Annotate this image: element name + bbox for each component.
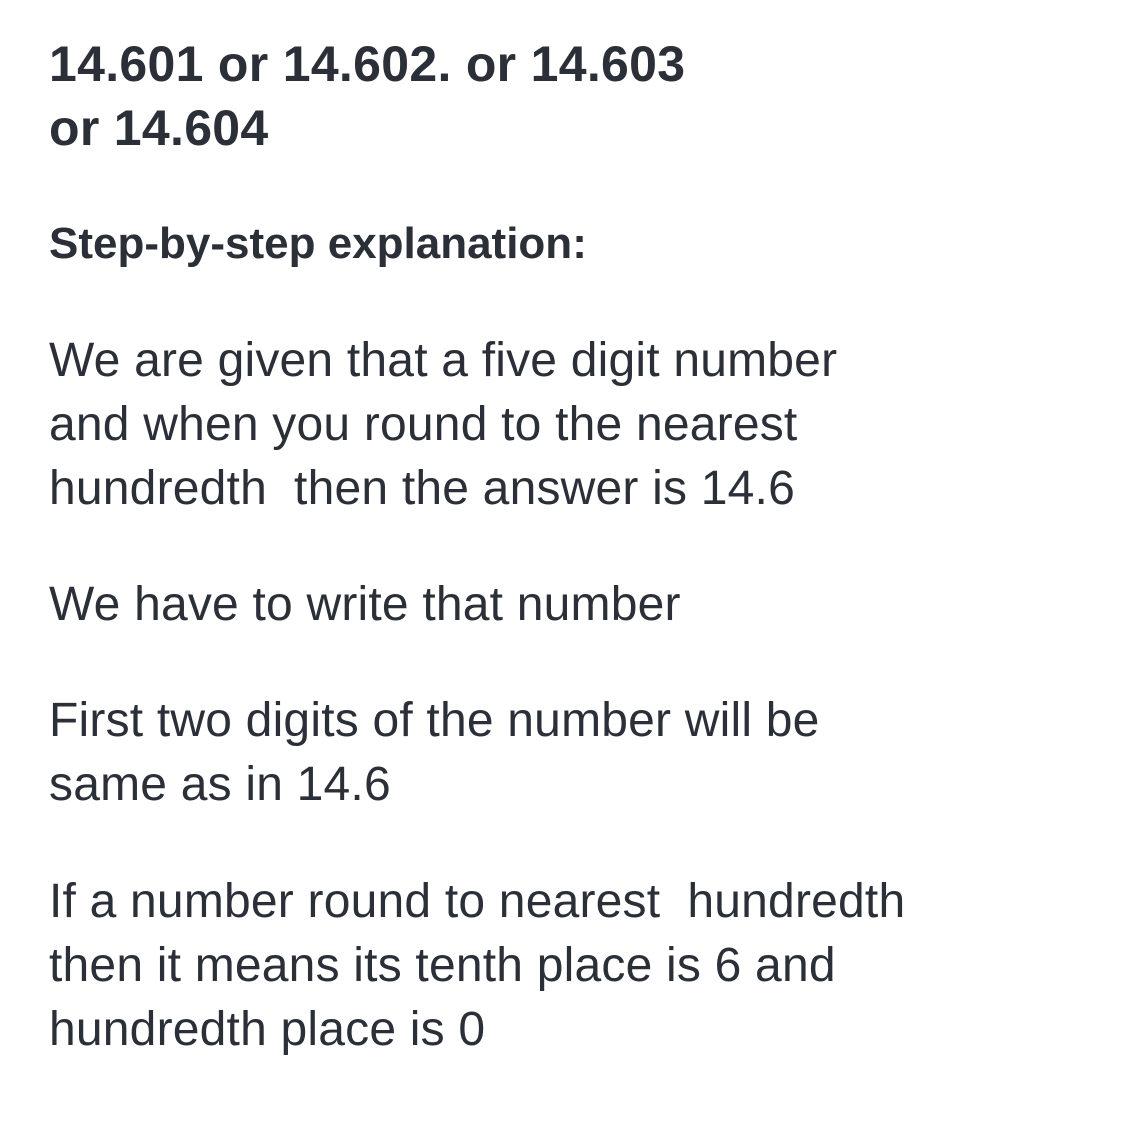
paragraph-line: hundredth then the answer is 14.6 (49, 462, 795, 515)
paragraph-task (49, 573, 1082, 637)
paragraph-given (49, 329, 1082, 521)
paragraph-line: First two digits of the number will be (49, 694, 820, 747)
paragraph-line: and when you round to the nearest (49, 398, 798, 451)
answer-line: 14.601 or 14.602. or 14.603 (49, 36, 686, 92)
paragraph-line: We are given that a five digit number (49, 334, 838, 387)
paragraph-first-digits (49, 689, 1082, 817)
answer-line: or 14.604 (49, 100, 269, 156)
answer-text (49, 32, 1082, 160)
paragraph-rounding-rule (49, 870, 1082, 1062)
paragraph-line: We have to write that number (49, 578, 681, 631)
paragraph-line: same as in 14.6 (49, 758, 391, 811)
paragraph-line: hundredth place is 0 (49, 1003, 486, 1056)
paragraph-line: then it means its tenth place is 6 and (49, 939, 836, 992)
explanation-heading: Step-by-step explanation: (49, 219, 587, 268)
paragraph-line: If a number round to nearest hundredth (49, 875, 906, 928)
